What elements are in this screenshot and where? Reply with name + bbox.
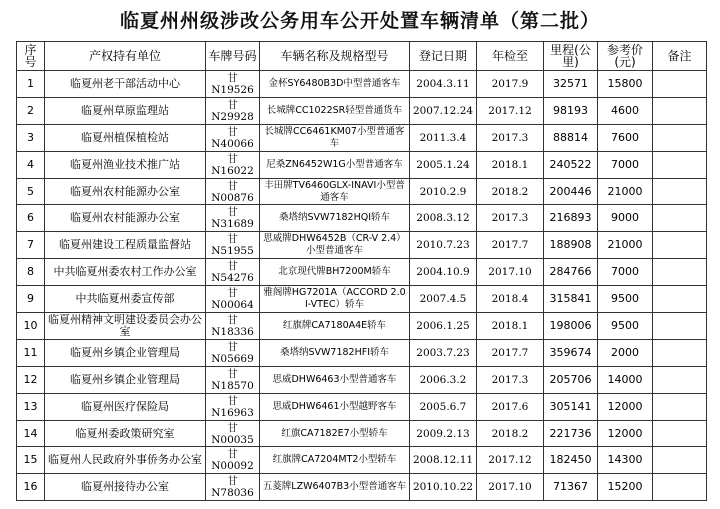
row-number: 14 (17, 420, 45, 447)
note-cell (653, 366, 707, 393)
owner-unit-cell: 临夏州农村能源办公室 (45, 178, 206, 205)
price-cell: 12000 (598, 393, 653, 420)
table-row (17, 366, 707, 393)
row-number: 6 (17, 205, 45, 232)
row-number: 7 (17, 232, 45, 259)
mileage-cell: 284766 (544, 259, 598, 286)
owner-unit-cell: 临夏州植保植检站 (45, 124, 206, 151)
price-cell: 12000 (598, 420, 653, 447)
model-cell: 桑塔纳SVW7182HFI轿车 (260, 339, 410, 366)
inspection-cell: 2018.2 (477, 178, 544, 205)
model-cell: 桑塔纳SVW7182HQI轿车 (260, 205, 410, 232)
owner-unit-cell: 临夏州农村能源办公室 (45, 205, 206, 232)
note-cell (653, 339, 707, 366)
row-number: 5 (17, 178, 45, 205)
model-cell: 长城牌CC6461KM07小型普通客车 (260, 124, 410, 151)
mileage-cell: 182450 (544, 447, 598, 474)
table-row (17, 474, 707, 501)
inspection-cell: 2018.1 (477, 313, 544, 340)
model-cell: 思威牌DHW6452B（CR-V 2.4）小型普通客车 (260, 232, 410, 259)
column-header-unit: 产权持有单位 (45, 42, 206, 71)
reg-date-cell: 2008.12.11 (410, 447, 477, 474)
table-row (17, 232, 707, 259)
reg-date-cell: 2005.1.24 (410, 151, 477, 178)
model-cell: 丰田牌TV6460GLX-INAVI小型普通客车 (260, 178, 410, 205)
note-cell (653, 205, 707, 232)
owner-unit-cell: 临夏州医疗保险局 (45, 393, 206, 420)
note-cell (653, 232, 707, 259)
plate-cell: 甘N05669 (206, 339, 260, 366)
row-number: 4 (17, 151, 45, 178)
table-row (17, 393, 707, 420)
reg-date-cell: 2007.12.24 (410, 97, 477, 124)
note-cell (653, 71, 707, 98)
table-row (17, 97, 707, 124)
model-cell: 雅阁牌HG7201A（ACCORD 2.0 I-VTEC）轿车 (260, 286, 410, 313)
table-row (17, 447, 707, 474)
note-cell (653, 420, 707, 447)
reg-date-cell: 2006.3.2 (410, 366, 477, 393)
model-cell: 尼桑ZN6452W1G小型普通客车 (260, 151, 410, 178)
row-number: 15 (17, 447, 45, 474)
inspection-cell: 2017.12 (477, 97, 544, 124)
model-cell: 红旗CA7182E7小型轿车 (260, 420, 410, 447)
mileage-cell: 198006 (544, 313, 598, 340)
inspection-cell: 2018.1 (477, 151, 544, 178)
owner-unit-cell: 临夏州接待办公室 (45, 474, 206, 501)
owner-unit-cell: 临夏州渔业技术推广站 (45, 151, 206, 178)
row-number: 3 (17, 124, 45, 151)
note-cell (653, 393, 707, 420)
row-number: 9 (17, 286, 45, 313)
price-cell: 21000 (598, 178, 653, 205)
price-cell: 9500 (598, 286, 653, 313)
price-cell: 2000 (598, 339, 653, 366)
reg-date-cell: 2003.7.23 (410, 339, 477, 366)
note-cell (653, 97, 707, 124)
table-row (17, 313, 707, 340)
model-cell: 金杯SY6480B3D中型普通客车 (260, 71, 410, 98)
model-cell: 红旗牌CA7204MT2小型轿车 (260, 447, 410, 474)
plate-cell: 甘N00876 (206, 178, 260, 205)
owner-unit-cell: 中共临夏州委农村工作办公室 (45, 259, 206, 286)
plate-cell: 甘N31689 (206, 205, 260, 232)
plate-cell: 甘N54276 (206, 259, 260, 286)
inspection-cell: 2017.9 (477, 71, 544, 98)
price-cell: 9500 (598, 313, 653, 340)
mileage-cell: 216893 (544, 205, 598, 232)
mileage-cell: 32571 (544, 71, 598, 98)
mileage-cell: 240522 (544, 151, 598, 178)
column-header-price: 参考价(元) (598, 42, 653, 71)
plate-cell: 甘N40066 (206, 124, 260, 151)
column-header-reg-date: 登记日期 (410, 42, 477, 71)
inspection-cell: 2017.10 (477, 474, 544, 501)
reg-date-cell: 2008.3.12 (410, 205, 477, 232)
mileage-cell: 205706 (544, 366, 598, 393)
table-row (17, 124, 707, 151)
table-row (17, 286, 707, 313)
column-header-no: 序号 (17, 42, 45, 71)
note-cell (653, 259, 707, 286)
model-cell: 五菱牌LZW6407B3小型普通客车 (260, 474, 410, 501)
note-cell (653, 447, 707, 474)
inspection-cell: 2017.3 (477, 205, 544, 232)
note-cell (653, 286, 707, 313)
row-number: 2 (17, 97, 45, 124)
inspection-cell: 2017.7 (477, 232, 544, 259)
model-cell: 红旗牌CA7180A4E轿车 (260, 313, 410, 340)
mileage-cell: 98193 (544, 97, 598, 124)
inspection-cell: 2017.3 (477, 124, 544, 151)
price-cell: 4600 (598, 97, 653, 124)
inspection-cell: 2017.7 (477, 339, 544, 366)
row-number: 16 (17, 474, 45, 501)
price-cell: 21000 (598, 232, 653, 259)
owner-unit-cell: 临夏州建设工程质量监督站 (45, 232, 206, 259)
price-cell: 14300 (598, 447, 653, 474)
plate-cell: 甘N16022 (206, 151, 260, 178)
owner-unit-cell: 临夏州老干部活动中心 (45, 71, 206, 98)
inspection-cell: 2018.4 (477, 286, 544, 313)
plate-cell: 甘N00092 (206, 447, 260, 474)
plate-cell: 甘N16963 (206, 393, 260, 420)
row-number: 1 (17, 71, 45, 98)
owner-unit-cell: 临夏州精神文明建设委员会办公室 (45, 313, 206, 340)
plate-cell: 甘N18336 (206, 313, 260, 340)
inspection-cell: 2017.12 (477, 447, 544, 474)
column-header-mileage: 里程(公里) (544, 42, 598, 71)
table-row (17, 339, 707, 366)
table-row (17, 259, 707, 286)
reg-date-cell: 2004.3.11 (410, 71, 477, 98)
row-number: 8 (17, 259, 45, 286)
price-cell: 9000 (598, 205, 653, 232)
plate-cell: 甘N51955 (206, 232, 260, 259)
column-header-inspection: 年检至 (477, 42, 544, 71)
plate-cell: 甘N00064 (206, 286, 260, 313)
table-header-row (17, 42, 707, 71)
note-cell (653, 178, 707, 205)
note-cell (653, 474, 707, 501)
reg-date-cell: 2005.6.7 (410, 393, 477, 420)
price-cell: 7000 (598, 151, 653, 178)
column-header-note: 备注 (653, 42, 707, 71)
mileage-cell: 359674 (544, 339, 598, 366)
plate-cell: 甘N19526 (206, 71, 260, 98)
column-header-plate: 车牌号码 (206, 42, 260, 71)
owner-unit-cell: 临夏州人民政府外事侨务办公室 (45, 447, 206, 474)
price-cell: 7600 (598, 124, 653, 151)
mileage-cell: 315841 (544, 286, 598, 313)
reg-date-cell: 2010.10.22 (410, 474, 477, 501)
price-cell: 15800 (598, 71, 653, 98)
reg-date-cell: 2009.2.13 (410, 420, 477, 447)
model-cell: 北京现代牌BH7200M轿车 (260, 259, 410, 286)
reg-date-cell: 2007.4.5 (410, 286, 477, 313)
plate-cell: 甘N00035 (206, 420, 260, 447)
reg-date-cell: 2004.10.9 (410, 259, 477, 286)
mileage-cell: 188908 (544, 232, 598, 259)
table-row (17, 205, 707, 232)
document-title: 临夏州州级涉改公务用车公开处置车辆清单（第二批） (119, 10, 600, 32)
inspection-cell: 2017.3 (477, 366, 544, 393)
mileage-cell: 88814 (544, 124, 598, 151)
note-cell (653, 124, 707, 151)
owner-unit-cell: 临夏州乡镇企业管理局 (45, 339, 206, 366)
plate-cell: 甘N18570 (206, 366, 260, 393)
row-number: 12 (17, 366, 45, 393)
mileage-cell: 200446 (544, 178, 598, 205)
price-cell: 7000 (598, 259, 653, 286)
price-cell: 14000 (598, 366, 653, 393)
table-row (17, 71, 707, 98)
vehicle-table (16, 41, 707, 501)
inspection-cell: 2017.10 (477, 259, 544, 286)
owner-unit-cell: 临夏州委政策研究室 (45, 420, 206, 447)
row-number: 13 (17, 393, 45, 420)
inspection-cell: 2018.2 (477, 420, 544, 447)
row-number: 10 (17, 313, 45, 340)
price-cell: 15200 (598, 474, 653, 501)
reg-date-cell: 2010.2.9 (410, 178, 477, 205)
owner-unit-cell: 中共临夏州委宣传部 (45, 286, 206, 313)
inspection-cell: 2017.6 (477, 393, 544, 420)
table-row (17, 178, 707, 205)
table-row (17, 151, 707, 178)
reg-date-cell: 2006.1.25 (410, 313, 477, 340)
model-cell: 思威DHW6461小型越野客车 (260, 393, 410, 420)
row-number: 11 (17, 339, 45, 366)
owner-unit-cell: 临夏州乡镇企业管理局 (45, 366, 206, 393)
note-cell (653, 151, 707, 178)
model-cell: 长城牌CC1022SR轻型普通货车 (260, 97, 410, 124)
table-row (17, 420, 707, 447)
column-header-model: 车辆名称及规格型号 (260, 42, 410, 71)
model-cell: 思威DHW6463小型普通客车 (260, 366, 410, 393)
mileage-cell: 305141 (544, 393, 598, 420)
note-cell (653, 313, 707, 340)
reg-date-cell: 2010.7.23 (410, 232, 477, 259)
mileage-cell: 221736 (544, 420, 598, 447)
reg-date-cell: 2011.3.4 (410, 124, 477, 151)
plate-cell: 甘N78036 (206, 474, 260, 501)
mileage-cell: 71367 (544, 474, 598, 501)
plate-cell: 甘N29928 (206, 97, 260, 124)
owner-unit-cell: 临夏州草原监理站 (45, 97, 206, 124)
